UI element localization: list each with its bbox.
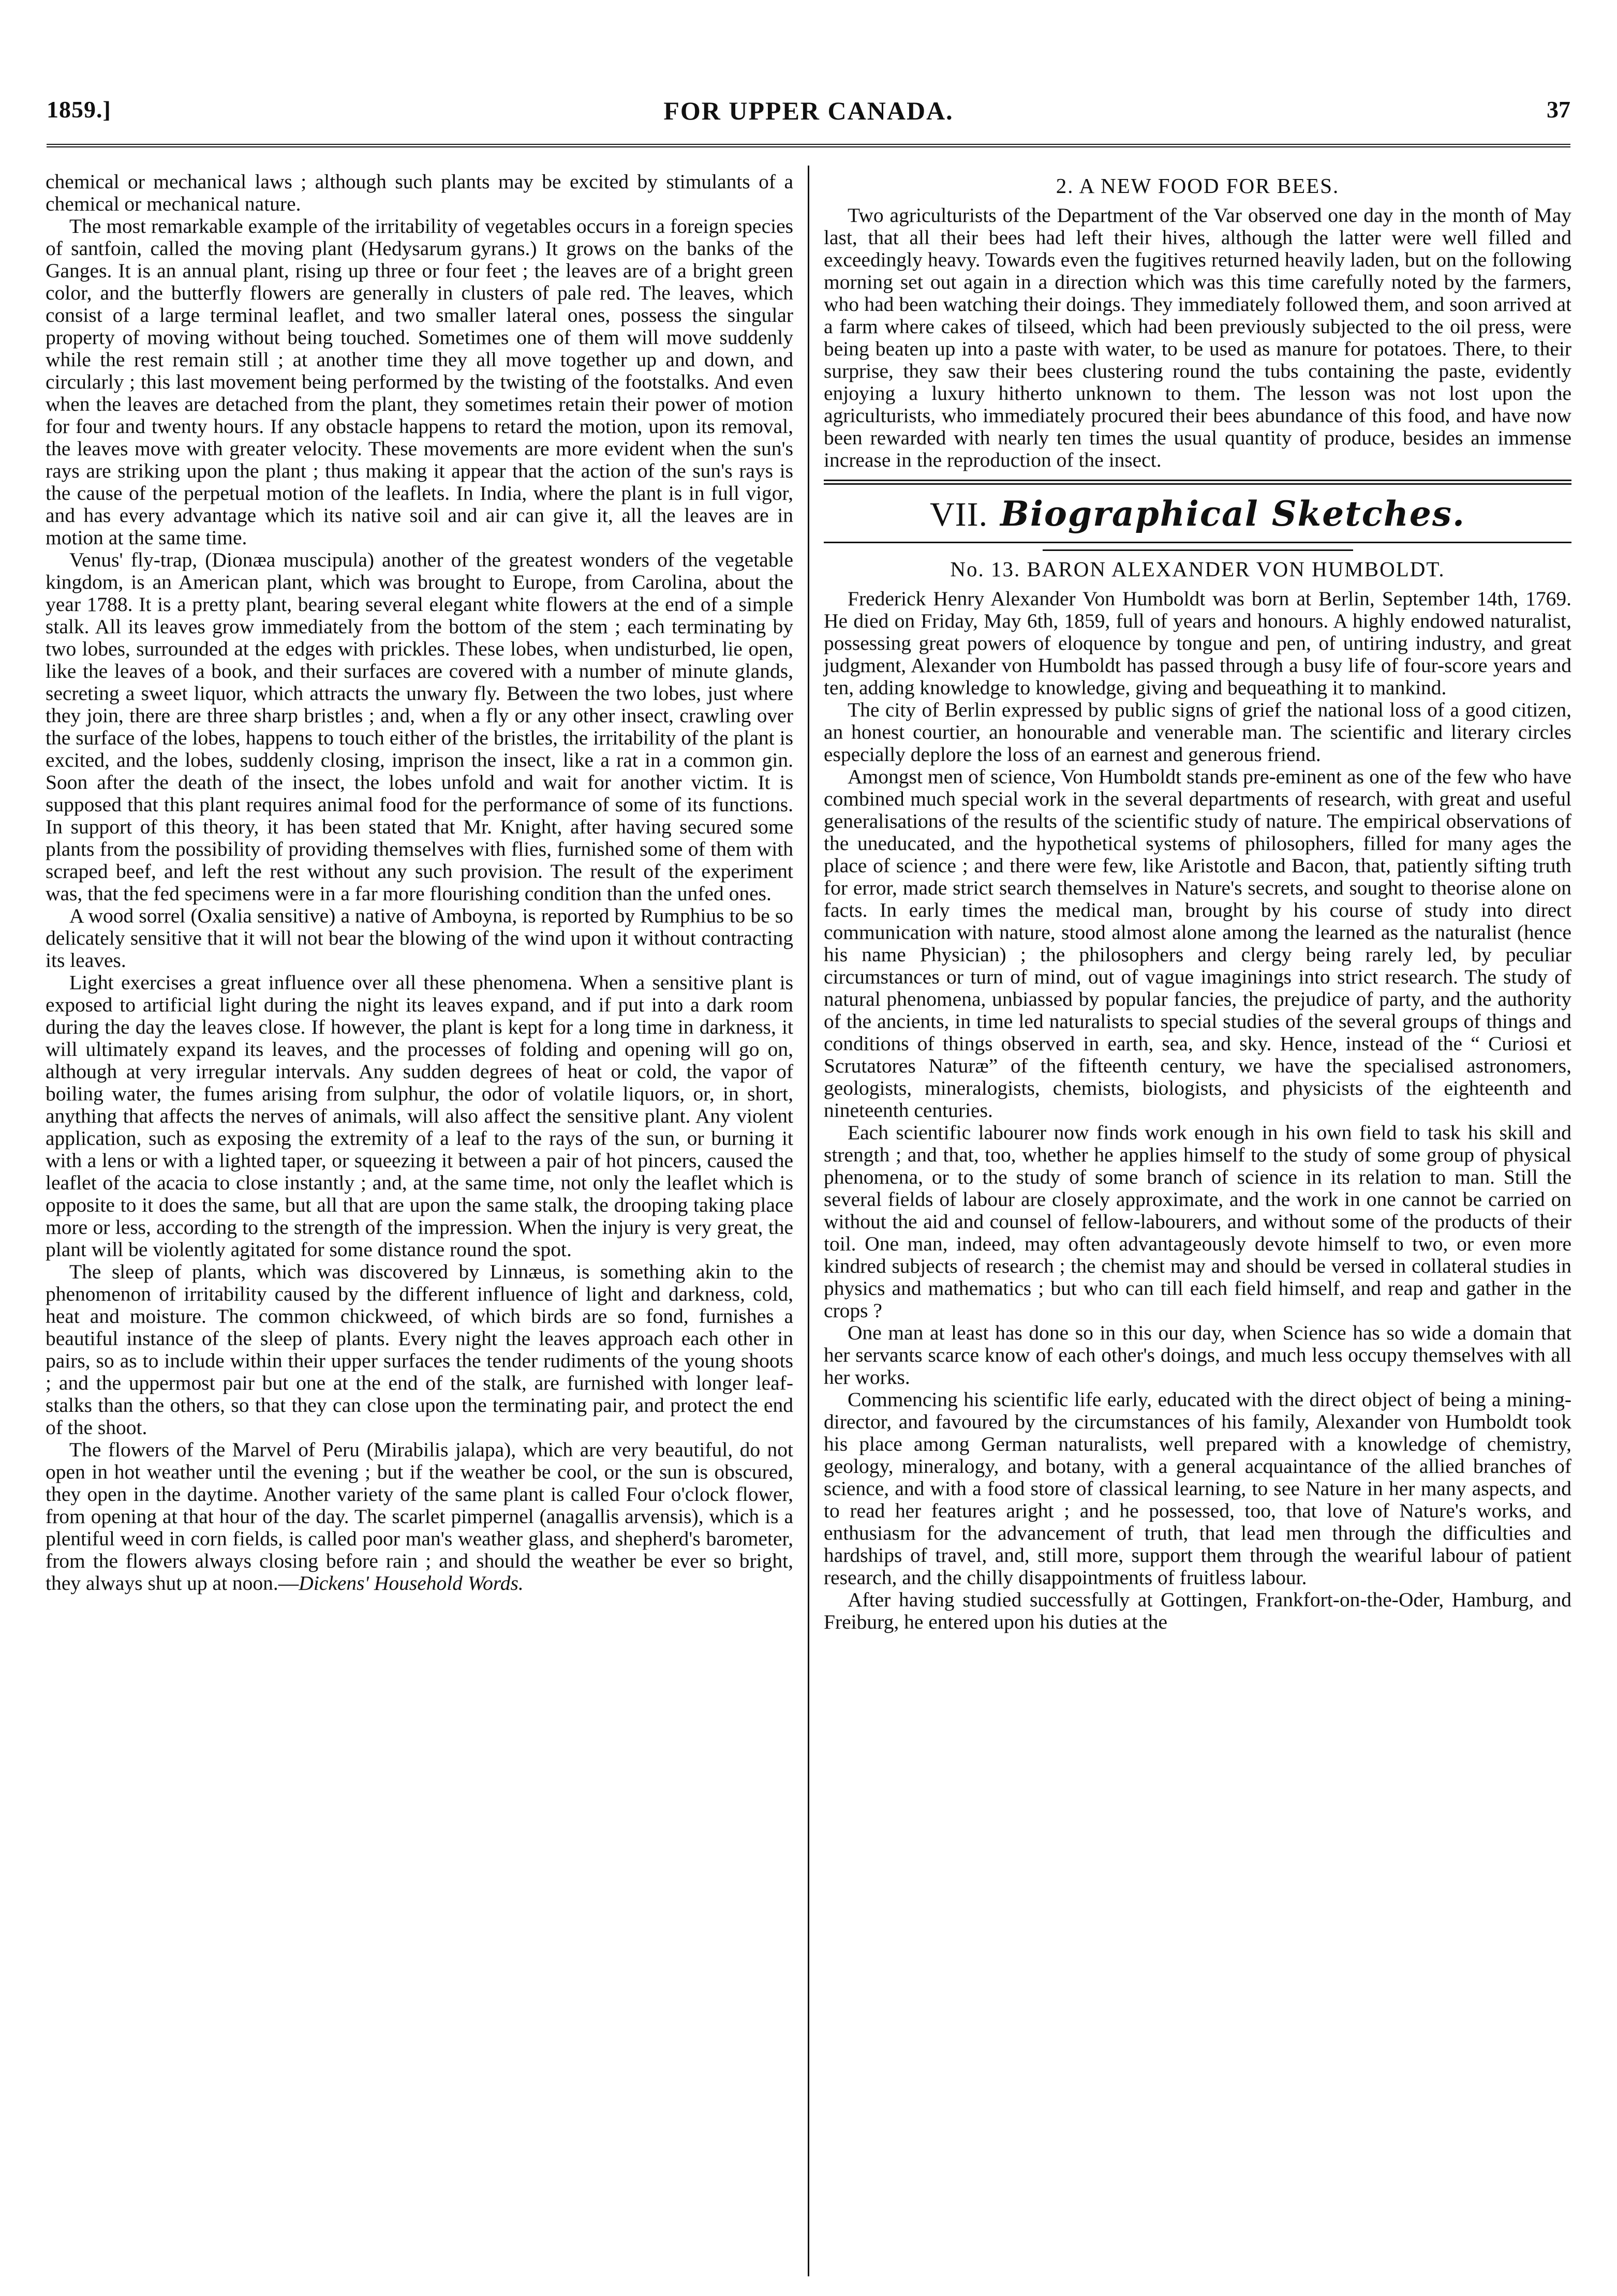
page-header [47, 96, 1570, 132]
paragraph: A wood sorrel (Oxalia sensitive) a native of Amboyna, is reported by Rumphius to be so delicately sensitive that it will not bear the blowing of the wind upon it without contracting its leaves. [46, 904, 793, 972]
paragraph: Venus' fly-trap, (Dionæa muscipula) another of the greatest wonders of the vegetable kingdom, is an American plant, which was brought to Europe, from Carolina, about the year 1788. It is a pretty plant, bearing several elegant white flowers at the end of a simple stalk. All its leaves grow immediately from the bottom of the stem ; each terminating by two lobes, surrounded at the edges with prickles. These lobes, when undisturbed, lie open, like the leaves of a book, and their surfaces are covered with a number of minute glands, secreting a sweet liquor, which attracts the unwary fly. Between the two lobes, just where they join, there are three sharp bristles ; and, when a fly or any other insect, crawling over the surface of the lobes, happens to touch either of the bristles, the irritability of the plant is excited, and the lobes, suddenly closing, imprison the insect, like a rat in a common gin. Soon after the death of the insect, the lobes unfold and wait for another victim. It is supposed that this plant requires animal food for the performance of some of its functions. In support of this theory, it has been stated that Mr. Knight, after having secured some plants from the possibility of providing themselves with flies, furnished some of them with scraped beef, and left the rest without any such provision. The result of the experiment was, that the fed specimens were in a far more flourishing condition than the unfed ones. [46, 548, 793, 905]
paragraph-with-attribution [46, 1439, 793, 1594]
paragraph: The most remarkable example of the irritability of vegetables occurs in a foreign species of santfoin, called the moving plant (Hedysarum gyrans.) It grows on the banks of the Ganges. It is an annual plant, rising up three or four feet ; the leaves are of a bright green color, and the butterfly flowers are generally in clusters of pale red. The leaves, which consist of a large terminal leaflet, and two smaller lateral ones, possess the singular property of moving without being touched. Sometimes one of them will move suddenly while the rest remain still ; at another time they all move together up and down, and circularly ; this last movement being performed by the twisting of the footstalks. And even when the leaves are detached from the plant, they sometimes retain their power of motion for four and twenty hours. If any obstacle happens to retard the motion, upon its removal, the leaves move with greater velocity. These movements are more evident when the sun's rays are striking upon the plant ; thus making it appear that the action of the sun's rays is the cause of the perpetual motion of the leaflets. In India, where the plant is in full vigor, and has every advantage which its native soil and air can give it, all the leaves are in motion at the same time. [46, 215, 793, 549]
bio-paragraph: Each scientific labourer now finds work enough in his own field to task his skill and strength ; and that, too, whether he applies himself to the study of some group of physical phenomena, or to the study of some branch of science in its relation to man. Still the several fields of labour are closely approximate, and the work in one cannot be carried on without the aid and counsel of fellow-labourers, and without some of the products of their toil. One man, indeed, may often advantageously devote himself to two, or even more kindred subjects of research ; the chemist may and should be versed in collateral studies in physics and mathematics ; but who can till each field himself, and reap and gather in the crops ? [824, 1121, 1571, 1322]
attribution: Dickens' Household Words. [299, 1572, 524, 1594]
bio-paragraph: One man at least has done so in this our day, when Science has so wide a domain that her servants scarce know of each other's doings, and much less occupy themselves with all her works. [824, 1321, 1571, 1389]
section-number: VII. [929, 496, 988, 533]
bio-heading: No. 13. BARON ALEXANDER VON HUMBOLDT. [950, 557, 1445, 581]
header-date: 1859.] [47, 96, 111, 123]
paragraph: chemical or mechanical laws ; although such plants may be excited by stimulants of a chemical or mechanical nature. [46, 170, 793, 215]
right-column [824, 171, 1571, 1633]
header-title: FOR UPPER CANADA. [663, 96, 954, 125]
paragraph: Light exercises a great influence over all these phenomena. When a sensitive plant is exposed to artificial light during the night its leaves expand, and if put into a dark room during the day the leaves close. If however, the plant is kept for a long time in darkness, it will ultimately expand its leaves, and the processes of folding and opening will go on, although at very irregular intervals. Any sudden degrees of heat or cold, the vapor of boiling water, the fumes arising from sulphur, the odor of volatile liquors, or, in short, anything that affects the nerves of animals, will also affect the sensitive plant. Any violent application, such as exposing the extremity of a leaf to the rays of the sun, or burning it with a lens or with a lighted taper, or squeezing it between a pair of hot pincers, caused the leaflet of the acacia to close instantly ; and, at the same time, not only the leaflet which is opposite to it does the same, but all that are upon the same stalk, the drooping taking place more or less, according to the strength of the impression. When the injury is very great, the plant will be violently agitated for some distance round the spot. [46, 971, 793, 1261]
section-title [824, 493, 1571, 535]
bio-paragraph: The city of Berlin expressed by public signs of grief the national loss of a good citizen, an honest courtier, an honourable and venerable man. The scientific and literary circles especially deplore the loss of an earnest and generous friend. [824, 698, 1571, 766]
bees-paragraph: Two agriculturists of the Department of the Var observed one day in the month of May last, that all their bees had left their hives, although the latter were well filled and exceedingly heavy. Towards even the fugitives returned heavily laden, but on the following morning set out again in a direction which was this time carefully noted by the farmers, who had been watching their doings. They immediately followed them, and soon arrived at a farm where cakes of tilseed, which had been previously subjected to the oil press, were being beaten up into a paste with water, to be used as manure for potatoes. There, to their surprise, they saw their bees clustering round the tubs containing the paste, evidently enjoying a luxury hitherto unknown to them. The lesson was not lost upon the agriculturists, who immediately procured their bees abundance of this food, and have now been rewarded with nearly ten times the usual quantity of produce, besides an immense increase in the reproduction of the insect. [824, 204, 1571, 471]
column-divider [808, 166, 809, 2276]
paragraph: The flowers of the Marvel of Peru (Mirabilis jalapa), which are very beautiful, do not open in hot weather until the evening ; but if the weather be cool, or the sun is obscured, they open in the daytime. Another variety of the same plant is called Four o'clock flower, from opening at that hour of the day. The scarlet pimpernel (anagallis arvensis), which is a plentiful weed in corn fields, is called poor man's weather glass, and shepherd's barometer, from the flowers always closing before rain ; and should the weather be ever so bright, they always shut up at noon.— [46, 1438, 793, 1594]
bio-paragraph: Commencing his scientific life early, educated with the direct object of being a mining-director, and favoured by the circumstances of his family, Alexander von Humboldt took his place among German naturalists, well prepared with a knowledge of chemistry, geology, mineralogy, and botany, with a general acquaintance of the allied branches of science, and with a food store of classical learning, to see Nature in her many aspects, and to read her features aright ; and he possessed, too, that love of Nature's works, and enthusiasm for the advancement of truth, that lead men through the difficulties and hardships of travel, and, still more, support them through the weariful labour of patient research, and the chilly disappointments of fruitless labour. [824, 1388, 1571, 1589]
section-rule [824, 542, 1571, 543]
bees-heading: 2. A NEW FOOD FOR BEES. [1056, 174, 1340, 198]
bio-paragraph: Amongst men of science, Von Humboldt stands pre-eminent as one of the few who have combined much special work in the several departments of research, with great and useful generalisations of the results of the scientific study of nature. The empirical observations of the uneducated, and the hypothetical systems of philosophers, filled for many ages the place of science ; and there were few, like Aristotle and Bacon, that, patiently sifting truth for error, made strict search themselves in Nature's secrets, and sought to theorise alone on facts. In early times the medical man, brought by his course of study into direct communication with nature, stood almost alone among the learned as the naturalist (hence his name Physician) ; the philosophers and clergy being rarely led, by peculiar circumstances or turn of mind, out of vague imaginings into strict research. The study of natural phenomena, unbiassed by popular fancies, the prejudice of party, and the authority of the ancients, in time led naturalists to special studies of the several groups of things and conditions of things observed in earth, sea, and sky. Hence, instead of the “ Curiosi et Scrutatores Naturæ” of the fifteenth century, we have the specialised astronomers, geologists, mineralogists, chemists, biologists, and physicists of the eighteenth and nineteenth centuries. [824, 765, 1571, 1122]
paragraph: The sleep of plants, which was discovered by Linnæus, is something akin to the phenomenon of irritability caused by the different influence of light and darkness, cold, heat and moisture. The common chickweed, of which birds are so fond, furnishes a beautiful instance of the sleep of plants. Every night the leaves approach each other in pairs, so as to include within their upper surfaces the tender rudiments of the young shoots ; and the uppermost pair but one at the end of the stalk, are furnished with longer leaf-stalks than the others, so that they can close upon the terminating pair, and protect the end of the shoot. [46, 1260, 793, 1439]
section-double-rule [824, 480, 1571, 485]
header-double-rule [47, 144, 1570, 147]
section-title-text: Biographical Sketches. [1000, 494, 1466, 534]
short-rule [1043, 549, 1353, 551]
bio-paragraph: After having studied successfully at Gottingen, Frankfort-on-the-Oder, Hamburg, and Freiburg, he entered upon his duties at the [824, 1588, 1571, 1633]
bio-paragraph: Frederick Henry Alexander Von Humboldt was born at Berlin, September 14th, 1769. He died on Friday, May 6th, 1859, full of years and honours. A highly endowed naturalist, possessing great powers of eloquence by tongue and pen, of untiring industry, and great judgment, Alexander von Humboldt has passed through a busy life of four-score years and ten, adding knowledge to knowledge, giving and bequeathing it to mankind. [824, 587, 1571, 699]
left-column [46, 171, 793, 1594]
page-number: 37 [1547, 96, 1570, 123]
